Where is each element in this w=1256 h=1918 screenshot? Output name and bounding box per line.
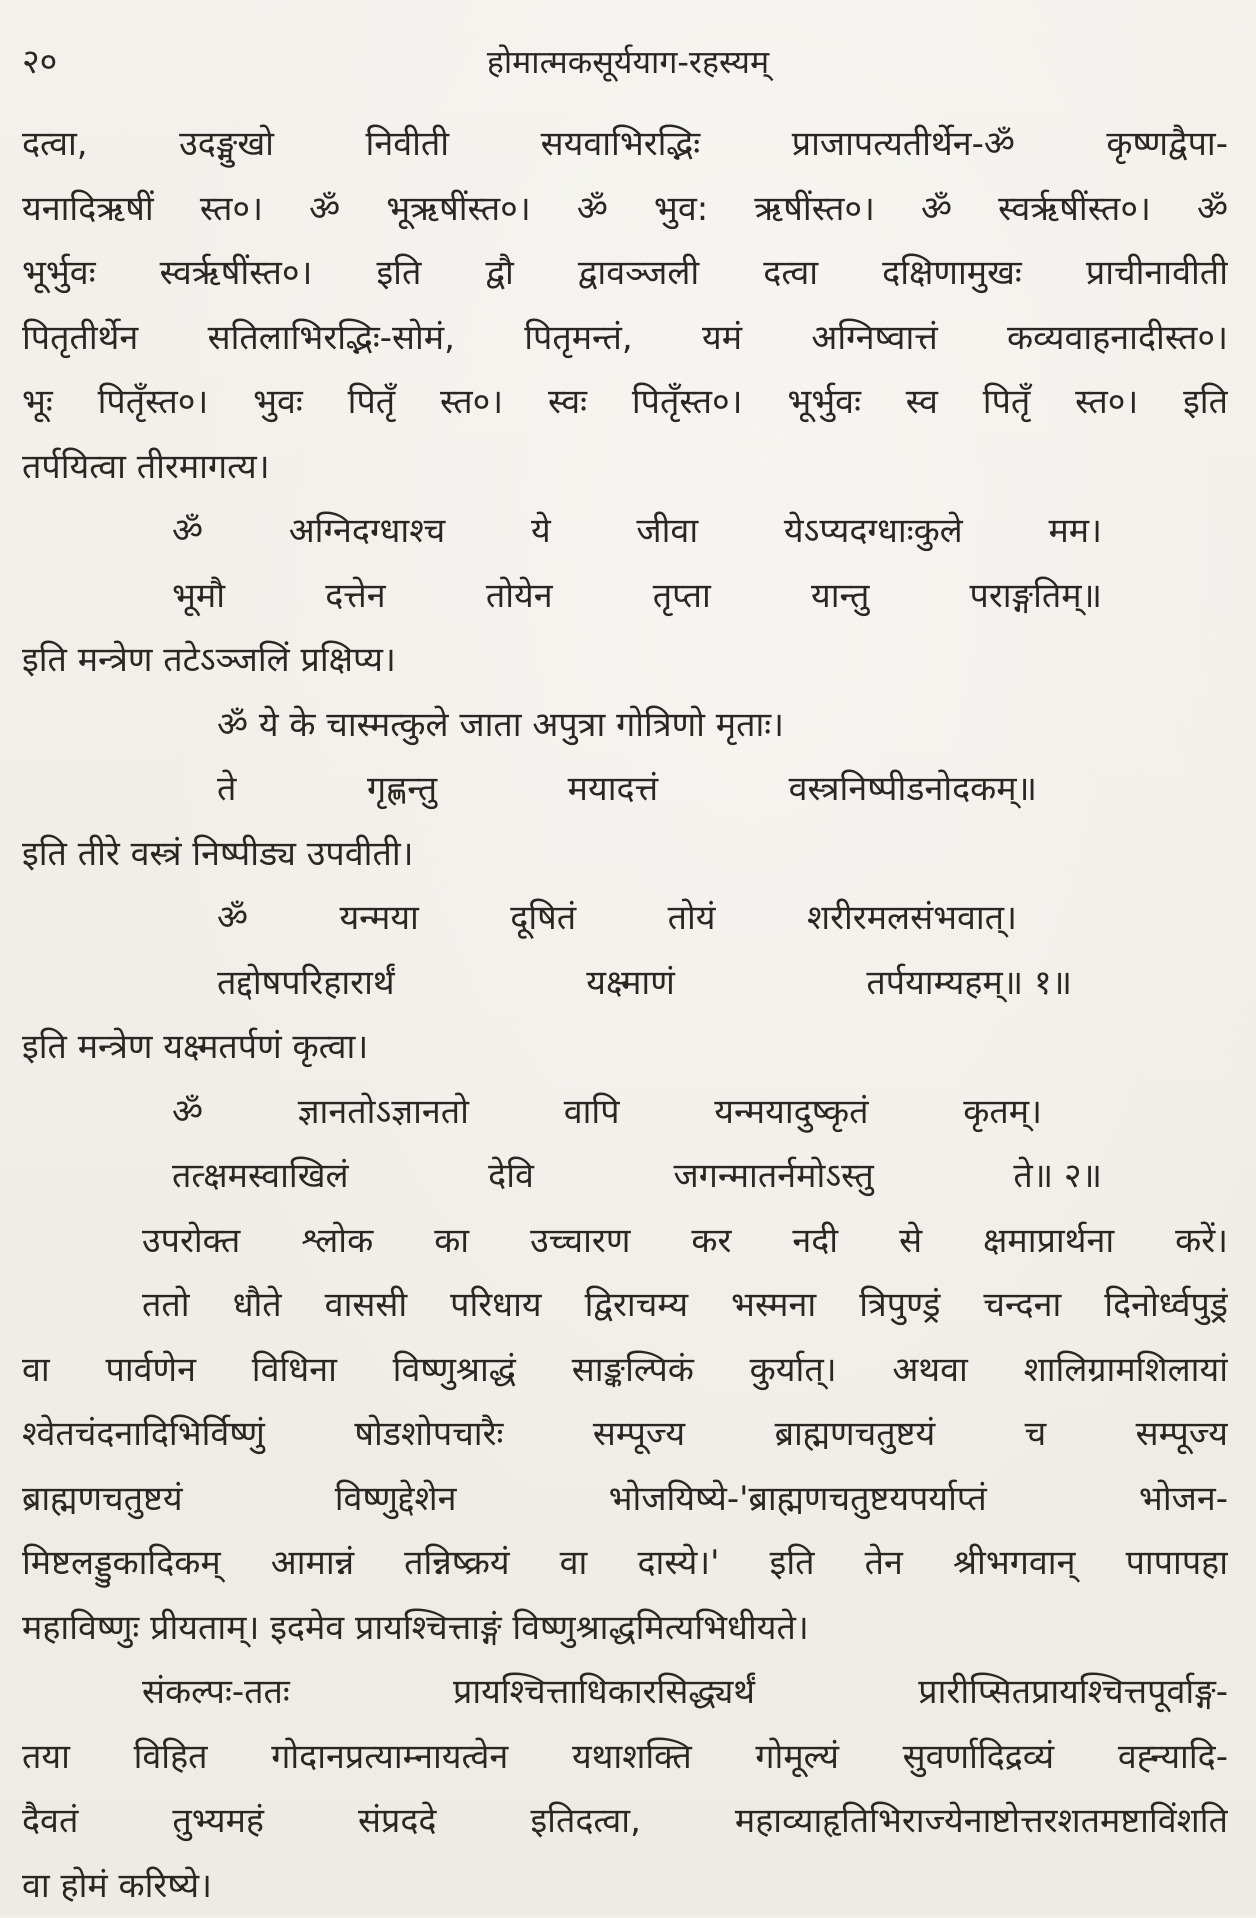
text-line: ततो धौते वाससी परिधाय द्विराचम्य भस्मना त्रिपुण्ड्रं चन्दना दिनोर्ध्वपुड्रं [22,1273,1228,1338]
verse-word: दत्तेन [325,564,385,629]
verse-word: ॐ [217,886,248,951]
verse-word: देवि [488,1144,534,1209]
verse-word: गृह्णन्तु [367,757,437,822]
verse-word: जीवा [636,499,698,564]
verse-word: भूमौ [172,564,225,629]
verse-word: ये [531,499,551,564]
verse-1-line-2 [172,564,1102,629]
text-line: संकल्पः-ततः प्रायश्चित्ताधिकारसिद्ध्यर्थं प्रारीप्सितप्रायश्चित्तपूर्वाङ्ग- [22,1660,1228,1725]
text-line: तया विहित गोदानप्रत्याम्नायत्वेन यथाशक्ति गोमूल्यं सुवर्णादिद्रव्यं वह्न्यादि- [22,1725,1228,1790]
text-line: इति मन्त्रेण तटेऽञ्जलिं प्रक्षिप्य। [22,628,1228,693]
verse-word: ॐ ये के चास्मत्कुले जाता अपुत्रा गोत्रिणो मृताः। [217,705,784,745]
verse-4-line-1 [172,1080,1042,1145]
page-number: २० [22,38,57,86]
running-header: होमात्मकसूर्ययाग-रहस्यम् [0,38,1256,86]
verse-word: दूषितं [510,886,576,951]
verse-word: ते [217,757,236,822]
verse-word: ते॥ २॥ [1013,1144,1102,1209]
verse-word: यक्ष्माणं [586,951,675,1016]
verse-word: ॐ [172,1080,203,1145]
verse-word: वापि [564,1080,620,1145]
verse-word: येऽप्यदग्धाःकुले [784,499,963,564]
text-line: मिष्टलड्डुकादिकम् आमान्नं तन्निष्क्रयं वा दास्ये।' इति तेन श्रीभगवान् पापापहा [22,1531,1228,1596]
text-line: पितृतीर्थेन सतिलाभिरद्भिः-सोमं, पितृमन्तं, यमं अग्निष्वात्तं कव्यवाहनादीस्त०। [22,306,1228,371]
text-line: भूर्भुवः स्वर्ऋषींस्त०। इति द्वौ द्वावञ्जली दत्वा दक्षिणामुखः प्राचीनावीती [22,241,1228,306]
page-body [22,112,1228,1918]
verse-word: तर्पयाम्यहम्॥ १॥ [866,951,1072,1016]
text-line: महाविष्णुः प्रीयताम्। इदमेव प्रायश्चित्ताङ्गं विष्णुश्राद्धमित्यभिधीयते। [22,1596,1228,1661]
verse-2-line-1 [217,693,1067,758]
verse-word: शरीरमलसंभवात्। [807,886,1017,951]
text-line: श्वेतचंदनादिभिर्विष्णुं षोडशोपचारैः सम्पूज्य ब्राह्मणचतुष्टयं च सम्पूज्य [22,1402,1228,1467]
verse-word: मम। [1048,499,1102,564]
text-line: भूः पितृँस्त०। भुवः पितृँ स्त०। स्वः पितृँस्त०। भूर्भुवः स्व पितृँ स्त०। इति [22,370,1228,435]
verse-word: तोयेन [486,564,553,629]
verse-word: पराङ्गतिम्॥ [970,564,1102,629]
text-line: वा पार्वणेन विधिना विष्णुश्राद्धं साङ्कल्पिकं कुर्यात्। अथवा शालिग्रामशिलायां [22,1338,1228,1403]
verse-word: वस्त्रनिष्पीडनोदकम्॥ [789,757,1037,822]
verse-word: यन्मयादुष्कृतं [714,1080,868,1145]
verse-word: तृप्ता [653,564,711,629]
verse-word: जगन्मातर्नमोऽस्तु [674,1144,874,1209]
verse-word: यन्मया [339,886,418,951]
verse-word: ज्ञानतोऽज्ञानतो [298,1080,469,1145]
text-line: दैवतं तुभ्यमहं संप्रददे इतिदत्वा, महाव्याहृतिभिराज्येनाष्टोत्तरशतमष्टाविंशति [22,1789,1228,1854]
verse-word: अग्निदग्धाश्च [289,499,446,564]
verse-word: मयादत्तं [568,757,658,822]
verse-3-line-1 [217,886,1017,951]
text-line: वा होमं करिष्ये। [22,1854,1228,1918]
text-line: इति मन्त्रेण यक्ष्मतर्पणं कृत्वा। [22,1015,1228,1080]
verse-word: ॐ [172,499,203,564]
verse-word: कृतम्। [963,1080,1042,1145]
text-line: तर्पयित्वा तीरमागत्य। [22,435,1228,500]
verse-4-line-2 [172,1144,1102,1209]
verse-3-line-2 [217,951,1072,1016]
verse-1-line-1 [172,499,1102,564]
text-line: इति तीरे वस्त्रं निष्पीड्य उपवीती। [22,822,1228,887]
hindi-instruction-line: उपरोक्त श्लोक का उच्चारण कर नदी से क्षमाप्रार्थना करें। [22,1209,1228,1274]
text-line: ब्राह्मणचतुष्टयं विष्णुद्देशेन भोजयिष्ये-'ब्राह्मणचतुष्टयपर्याप्तं भोजन- [22,1467,1228,1532]
text-line: दत्वा, उदङ्मुखो निवीती सयवाभिरद्भिः प्राजापत्यतीर्थेन-ॐ कृष्णद्वैपा- [22,112,1228,177]
verse-word: तद्दोषपरिहारार्थं [217,951,395,1016]
verse-word: यान्तु [811,564,869,629]
verse-2-line-2 [217,757,1037,822]
verse-word: तत्क्षमस्वाखिलं [172,1144,349,1209]
verse-word: तोयं [668,886,716,951]
text-line: यनादिऋषीं स्त०। ॐ भूऋषींस्त०। ॐ भुव: ऋषींस्त०। ॐ स्वर्ऋषींस्त०। ॐ [22,177,1228,242]
